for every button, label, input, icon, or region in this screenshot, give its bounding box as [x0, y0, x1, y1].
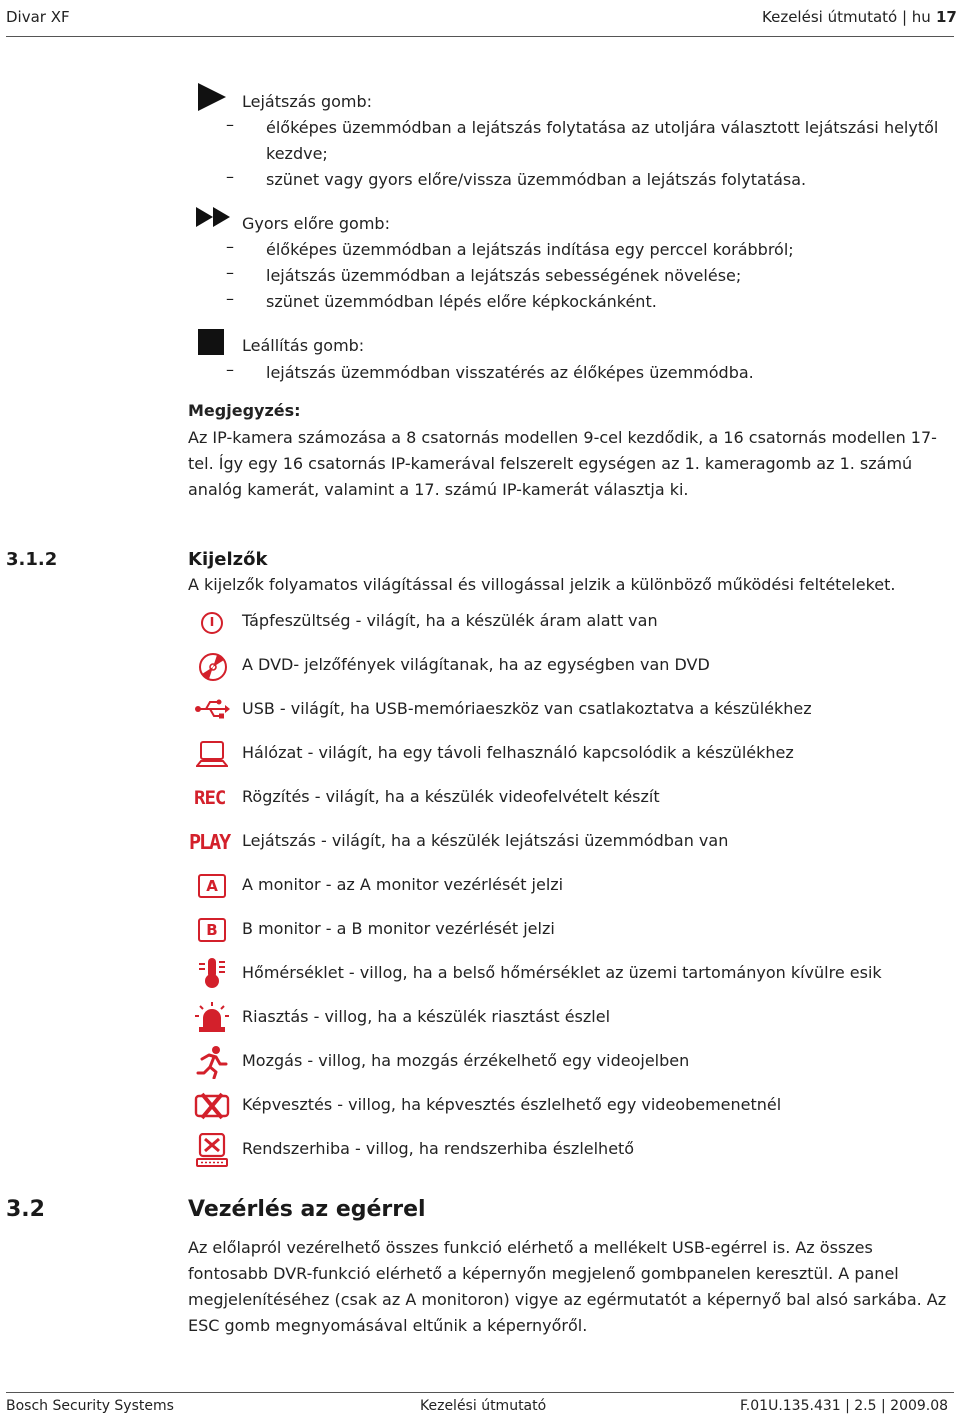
fast-forward-icon [196, 207, 232, 227]
section-number: 3.1.2 [6, 549, 58, 570]
system-error-icon [196, 1133, 228, 1167]
ff-item-2: lejátszás üzemmódban a lejátszás sebességének növelése; [266, 266, 742, 285]
ff-item-1: élőképes üzemmódban a lejátszás indítása egy perccel korábbról; [266, 240, 794, 259]
thermometer-icon [198, 957, 228, 989]
play-item-1a: élőképes üzemmódban a lejátszás folytatása az utoljára választott lejátszási helytől [266, 118, 939, 137]
dash: – [226, 360, 234, 379]
footer-company: Bosch Security Systems [6, 1398, 174, 1414]
section32-line-3: megjelenítéséhez (csak az A monitoron) vigye az egérmutatót a képernyő bal alsó sarkába. Az [188, 1290, 947, 1309]
note-line-1: Az IP-kamera számozása a 8 csatornás modellen 9-cel kezdődik, a 16 csatornás modellen 17- [188, 428, 937, 447]
motion-icon [196, 1045, 228, 1079]
note-label: Megjegyzés: [188, 401, 301, 420]
indicator-video-loss-text: Képvesztés - villog, ha képvesztés észlelhető egy videobemenetnél [242, 1095, 782, 1114]
stop-icon [198, 329, 224, 355]
indicator-play-text: Lejátszás - világít, ha a készülék lejátszási üzemmódban van [242, 831, 729, 850]
power-icon [200, 611, 224, 635]
note-line-2: tel. Így egy 16 csatornás IP-kamerával felszerelt egységen az 1. kameragomb az 1. számú [188, 454, 913, 473]
dvd-icon [198, 652, 228, 682]
footer-ref: F.01U.135.431 | 2.5 | 2009.08 [740, 1398, 949, 1414]
indicator-power-text: Tápfeszültség - világít, ha a készülék áram alatt van [242, 611, 658, 630]
play-icon [198, 83, 228, 111]
play-item-1b: kezdve; [266, 144, 328, 163]
section-title: Kijelzők [188, 549, 268, 570]
ff-button-title: Gyors előre gomb: [242, 214, 390, 233]
rec-icon: REC [194, 787, 226, 809]
header-doc-title: Kezelési útmutató | hu [762, 8, 931, 26]
indicator-monitor-a-text: A monitor - az A monitor vezérlését jelzi [242, 875, 564, 894]
indicator-network-text: Hálózat - világít, ha egy távoli felhasználó kapcsolódik a készülékhez [242, 743, 794, 762]
indicator-temperature-text: Hőmérséklet - villog, ha a belső hőmérséklet az üzemi tartományon kívülre esik [242, 963, 882, 982]
indicator-rec-text: Rögzítés - világít, ha a készülék videofelvételt készít [242, 787, 660, 806]
footer-divider [6, 1392, 954, 1393]
dash: – [226, 167, 234, 186]
play-button-title: Lejátszás gomb: [242, 92, 373, 111]
play-text-icon: PLAY [189, 830, 230, 854]
dash: – [226, 115, 234, 134]
video-loss-icon [193, 1092, 231, 1120]
header-product: Divar XF [6, 8, 70, 26]
alarm-icon [194, 1001, 230, 1033]
footer-doc: Kezelési útmutató [420, 1398, 547, 1414]
usb-icon [194, 698, 230, 720]
indicator-monitor-b-text: B monitor - a B monitor vezérlését jelzi [242, 919, 555, 938]
ff-item-3: szünet üzemmódban lépés előre képkockánként. [266, 292, 657, 311]
section-number: 3.2 [6, 1197, 45, 1222]
header-divider [6, 36, 954, 37]
note-line-3: analóg kamerát, valamint a 17. számú IP-kamerát választja ki. [188, 480, 689, 499]
indicator-usb-text: USB - világít, ha USB-memóriaeszköz van csatlakoztatva a készülékhez [242, 699, 812, 718]
indicator-dvd-text: A DVD- jelzőfények világítanak, ha az egységben van DVD [242, 655, 710, 674]
section32-line-2: fontosabb DVR-funkció elérhető a képernyőn megjelenő gombpanelen keresztül. A panel [188, 1264, 899, 1283]
indicator-alarm-text: Riasztás - villog, ha a készülék riasztást észlel [242, 1007, 611, 1026]
dash: – [226, 263, 234, 282]
stop-item-1: lejátszás üzemmódban visszatérés az élőképes üzemmódba. [266, 363, 754, 382]
section32-line-1: Az előlapról vezérelhető összes funkció elérhető a mellékelt USB-egérrel is. Az összes [188, 1238, 873, 1257]
play-item-2: szünet vagy gyors előre/vissza üzemmódban a lejátszás folytatása. [266, 170, 807, 189]
section32-line-4: ESC gomb megnyomásával eltűnik a képernyőről. [188, 1316, 588, 1335]
section-intro: A kijelzők folyamatos világítással és villogással jelzik a különböző működési feltételeket. [188, 575, 896, 594]
indicator-motion-text: Mozgás - villog, ha mozgás érzékelhető egy videojelben [242, 1051, 690, 1070]
monitor-a-icon: A [198, 874, 226, 898]
dash: – [226, 289, 234, 308]
dash: – [226, 237, 234, 256]
page-number: 17 [936, 8, 957, 26]
network-icon [196, 740, 228, 768]
section-title: Vezérlés az egérrel [188, 1197, 426, 1222]
stop-button-title: Leállítás gomb: [242, 336, 365, 355]
indicator-system-error-text: Rendszerhiba - villog, ha rendszerhiba észlelhető [242, 1139, 635, 1158]
monitor-b-icon: B [198, 918, 226, 942]
